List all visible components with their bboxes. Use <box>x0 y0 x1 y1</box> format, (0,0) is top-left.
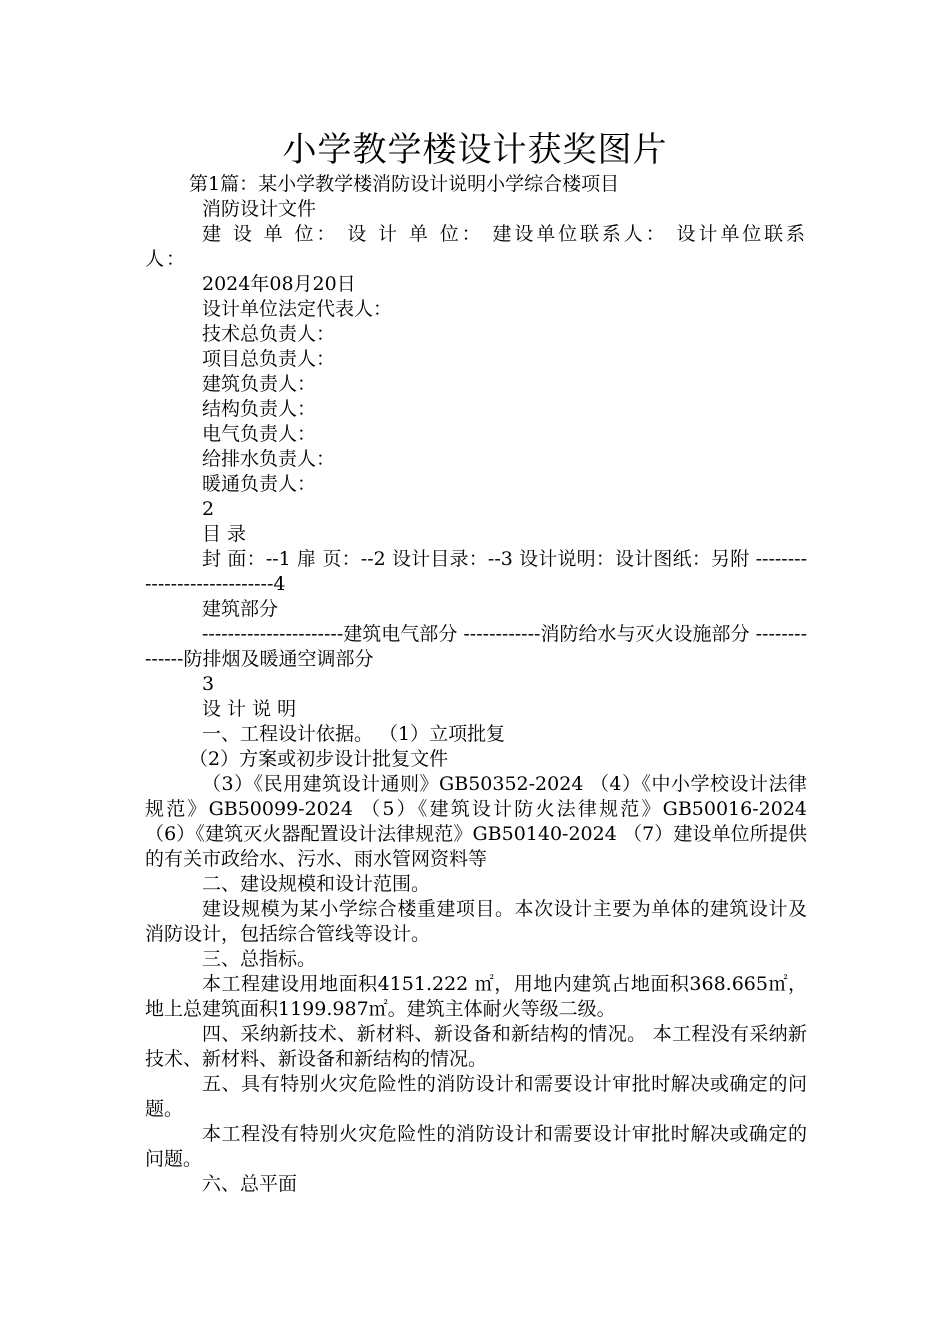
text-paragraph: （3）《民用建筑设计通则》GB50352-2024 （4）《中小学校设计法律规范》GB50099-2024 （5）《建筑设计防火法律规范》GB50016-2024 （6）《建筑灭火器配置设计法律规范》GB50140-2024 （7）建设单位所提供的有关市政给水、污水、雨水管网资料等 <box>145 773 807 870</box>
document-title: 小学教学楼设计获奖图片 <box>282 130 668 170</box>
text-line: 结构负责人： <box>202 398 317 420</box>
text-line: 建筑部分 <box>202 598 279 620</box>
text-line: 消防设计文件 <box>202 198 317 220</box>
text-line: 二、建设规模和设计范围。 <box>202 873 431 895</box>
text-line: 项目总负责人： <box>202 348 336 370</box>
text-line: 六、总平面 <box>202 1173 298 1195</box>
section-heading: 设 计 说 明 <box>202 698 297 720</box>
text-line: 暖通负责人： <box>202 473 317 495</box>
chapter-heading: 第1篇：某小学教学楼消防设计说明小学综合楼项目 <box>189 173 620 195</box>
text-line: 三、总指标。 <box>202 948 317 970</box>
page-number: 2 <box>202 498 215 520</box>
toc-line: 封 面：--1 扉 页：--2 设计目录：--3 设计说明：设计图纸：另附 ----------------------------4 <box>145 548 807 595</box>
text-line: 电气负责人： <box>202 423 317 445</box>
text-line: 一、工程设计依据。 （1）立项批复 <box>202 723 506 745</box>
text-line: 建 设 单 位： 设 计 单 位： 建设单位联系人： 设计单位联系人： <box>145 223 807 270</box>
text-line: 设计单位法定代表人： <box>202 298 393 320</box>
section-heading: 目 录 <box>202 523 247 545</box>
document-body <box>145 172 807 1197</box>
text-paragraph: 建设规模为某小学综合楼重建项目。本次设计主要为单体的建筑设计及消防设计，包括综合管线等设计。 <box>145 898 807 945</box>
toc-line: ----------------------建筑电气部分 ------------消防给水与灭火设施部分 --------------防排烟及暖通空调部分 <box>145 623 807 670</box>
date-line: 2024年08月20日 <box>202 273 356 295</box>
text-line: 建筑负责人： <box>202 373 317 395</box>
page-number: 3 <box>202 673 215 695</box>
text-paragraph: 本工程没有特别火灾危险性的消防设计和需要设计审批时解决或确定的问题。 <box>145 1123 807 1170</box>
text-line: 给排水负责人： <box>202 448 336 470</box>
text-line: 技术总负责人： <box>202 323 336 345</box>
text-line: （2）方案或初步设计批复文件 <box>189 748 449 770</box>
text-paragraph: 本工程建设用地面积4151.222 ㎡，用地内建筑占地面积368.665㎡，地上总建筑面积1199.987㎡。建筑主体耐火等级二级。 <box>145 973 807 1020</box>
text-paragraph: 五、具有特别火灾危险性的消防设计和需要设计审批时解决或确定的问题。 <box>145 1073 807 1120</box>
text-paragraph: 四、采纳新技术、新材料、新设备和新结构的情况。 本工程没有采纳新技术、新材料、新设备和新结构的情况。 <box>145 1023 807 1070</box>
